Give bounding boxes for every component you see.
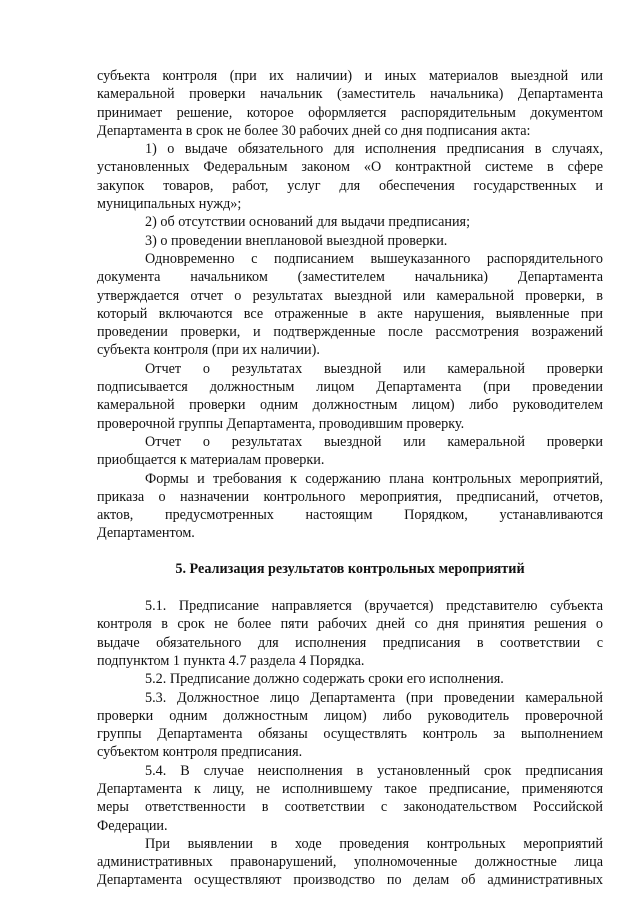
paragraph-first-line: Отчет о результатах выездной или камеральной проверки [145,433,603,450]
text-line: контроля в срок не более пяти рабочих дней со дня принятия решения о [97,616,603,633]
text-line: проверки одним должностным лицом) либо руководитель проверочной [97,707,603,724]
paragraph-first-line: Отчет о результатах выездной или камеральной проверки [145,360,603,377]
list-item-3: 3) о проведении внеплановой выездной проверки. [145,232,448,249]
document-body [97,67,603,890]
text-line: Департамента осуществляют производство по делам об административных [97,872,603,889]
text-line: актов, предусмотренных настоящим Порядком, устанавливаются [97,507,603,524]
text-line: закупок товаров, работ, услуг для обеспечения государственных и [97,177,603,194]
text-line: Департамента к лицу, не исполнившему такое предписание, применяются [97,780,603,797]
text-line: административных правонарушений, уполномоченные должностные лица [97,854,603,871]
text-line: меры ответственности в соответствии с законодательством Российской [97,799,603,816]
text-line: приказа о назначении контрольного мероприятия, предписаний, отчетов, [97,488,603,505]
text-line: документа начальником (заместителем начальника) Департамента [97,269,603,286]
list-item-1: 1) о выдаче обязательного для исполнения предписания в случаях, [145,141,603,158]
text-line: субъектом контроля предписания. [97,744,303,761]
text-line: который включаются все отраженные в акте нарушения, выявленные при [97,305,603,322]
text-line: Департамента в срок не более 30 рабочих дней со дня подписания акта: [97,122,531,139]
paragraph-first-line: Формы и требования к содержанию плана контрольных мероприятий, [145,470,603,487]
section-heading: 5. Реализация результатов контрольных мероприятий [175,560,525,577]
paragraph-first-line: Одновременно с подписанием вышеуказанного распорядительного [145,250,603,267]
text-line: проверочной группы Департамента, проводившим проверку. [97,415,465,432]
text-line: принимает решение, которое оформляется распорядительным документом [97,104,603,121]
clause-5-2: 5.2. Предписание должно содержать сроки его исполнения. [145,671,504,688]
text-line: установленных Федеральным законом «О контрактной системе в сфере [97,159,603,176]
text-line: выдаче обязательного для исполнения предписания в соответствии с [97,634,603,651]
paragraph-first-line: При выявлении в ходе проведения контрольных мероприятий [145,835,603,852]
clause-5-3: 5.3. Должностное лицо Департамента (при проведении камеральной [145,689,603,706]
text-line: субъекта контроля (при их наличии) и иных материалов выездной или [97,68,603,84]
text-line: группы Департамента обязаны осуществлять контроль за выполнением [97,726,603,743]
text-line: Департаментом. [97,525,195,542]
text-line: камеральной проверки начальник (заместитель начальника) Департамента [97,86,603,103]
text-line: проведении проверки, и подтвержденные после рассмотрения возражений [97,324,603,341]
clause-5-1: 5.1. Предписание направляется (вручается) представителю субъекта [145,598,603,615]
clause-5-4: 5.4. В случае неисполнения в установленный срок предписания [145,762,603,779]
text-line: подписывается должностным лицом Департамента (при проведении [97,379,603,396]
text-line: субъекта контроля (при их наличии). [97,342,320,359]
text-line: приобщается к материалам проверки. [97,452,325,469]
text-line: муниципальных нужд»; [97,196,242,213]
text-line: камеральной проверки одним должностным лицом) либо руководителем [97,397,603,414]
text-line: подпунктом 1 пункта 4.7 раздела 4 Порядка. [97,652,365,669]
text-line: Федерации. [97,817,168,834]
list-item-2: 2) об отсутствии оснований для выдачи предписания; [145,214,471,231]
text-line: утверждается отчет о результатах выездной или камеральной проверки, в [97,287,603,304]
